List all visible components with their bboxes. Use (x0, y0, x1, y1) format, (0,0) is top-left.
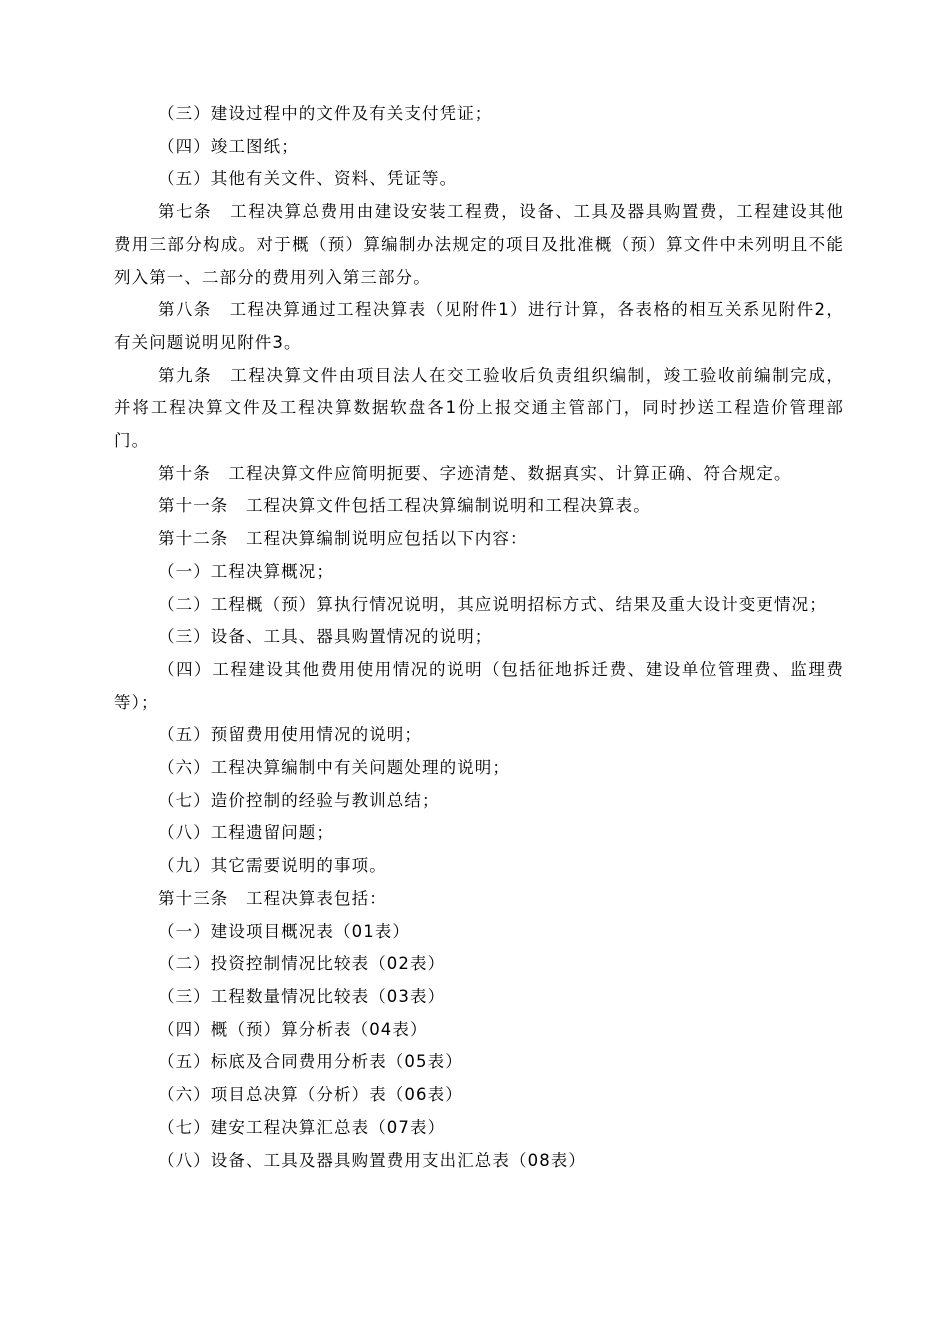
article-8: 第八条 工程决算通过工程决算表（见附件1）进行计算，各表格的相互关系见附件2，有关问题说明见附件3。 (114, 300, 844, 352)
article-7: 第七条 工程决算总费用由建设安装工程费，设备、工具及器具购置费，工程建设其他费用三部分构成。对于概（预）算编制办法规定的项目及批准概（预）算文件中未列明且不能列入第一、二部分的费用列入第三部分。 (114, 202, 844, 287)
paragraph-item-4: （四）竣工图纸； (158, 136, 299, 156)
article-12: 第十二条 工程决算编制说明应包括以下内容： (158, 529, 528, 549)
article-13-item-6: （六）项目总决算（分析）表（06表） (158, 1085, 463, 1105)
article-12-item-1: （一）工程决算概况； (158, 561, 334, 581)
article-12-item-7: （七）造价控制的经验与教训总结； (158, 790, 440, 810)
article-12-item-5: （五）预留费用使用情况的说明； (158, 725, 422, 745)
article-13-item-3: （三）工程数量情况比较表（03表） (158, 986, 446, 1006)
article-12-item-2: （二）工程概（预）算执行情况说明，其应说明招标方式、结果及重大设计变更情况； (158, 594, 827, 614)
article-12-item-8: （八）工程遗留问题； (158, 823, 334, 843)
article-11: 第十一条 工程决算文件包括工程决算编制说明和工程决算表。 (158, 496, 651, 516)
article-12-item-4: （四）工程建设其他费用使用情况的说明（包括征地拆迁费、建设单位管理费、监理费等）； (114, 659, 844, 712)
article-13-item-7: （七）建安工程决算汇总表（07表） (158, 1117, 446, 1137)
article-12-item-6: （六）工程决算编制中有关问题处理的说明； (158, 758, 510, 778)
article-10: 第十条 工程决算文件应简明扼要、字迹清楚、数据真实、计算正确、符合规定。 (158, 463, 792, 483)
paragraph-item-3: （三）建设过程中的文件及有关支付凭证； (158, 104, 493, 123)
article-13: 第十三条 工程决算表包括： (158, 888, 387, 908)
article-13-item-8: （八）设备、工具及器具购置费用支出汇总表（08表） (158, 1150, 586, 1170)
article-13-item-1: （一）建设项目概况表（01表） (158, 921, 410, 941)
article-13-item-5: （五）标底及合同费用分析表（05表） (158, 1052, 463, 1072)
document-body (114, 98, 844, 1177)
article-13-item-4: （四）概（预）算分析表（04表） (158, 1019, 428, 1039)
paragraph-item-5: （五）其他有关文件、资料、凭证等。 (158, 169, 458, 189)
article-13-item-2: （二）投资控制情况比较表（02表） (158, 954, 446, 974)
article-12-item-9: （九）其它需要说明的事项。 (158, 856, 387, 876)
article-12-item-3: （三）设备、工具、器具购置情况的说明； (158, 627, 493, 647)
article-9: 第九条 工程决算文件由项目法人在交工验收后负责组织编制，竣工验收前编制完成，并将工程决算文件及工程决算数据软盘各1份上报交通主管部门，同时抄送工程造价管理部门。 (114, 365, 844, 451)
